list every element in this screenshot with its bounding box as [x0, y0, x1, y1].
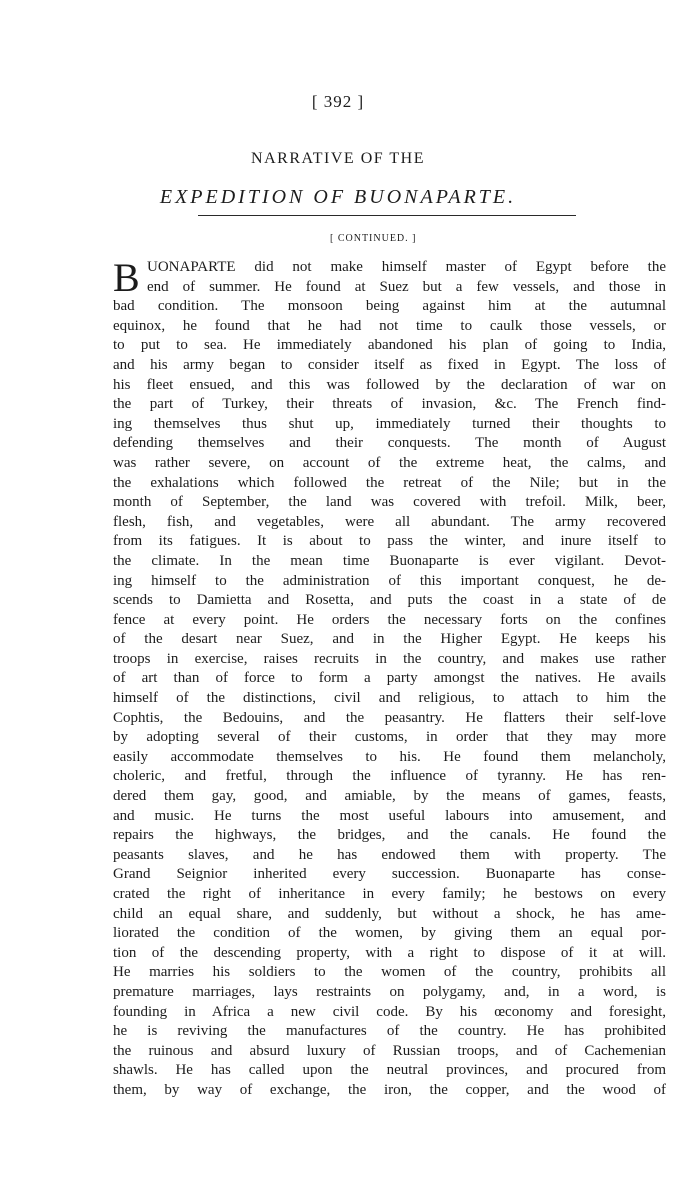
- text-line: liorated the condition of the women, by giving them an equal por-: [113, 925, 666, 942]
- text-line: end of summer. He found at Suez but a few vessels, and those in: [147, 278, 666, 295]
- text-line: by adopting several of their customs, in order that they may more: [113, 729, 666, 746]
- text-line: easily accommodate themselves to his. He found them melancholy,: [113, 748, 666, 765]
- text-line: UONAPARTE did not make himself master of Egypt before the: [147, 259, 666, 275]
- text-line: the climate. In the mean time Buonaparte is ever vigilant. Devot-: [113, 552, 666, 569]
- title-rule: [198, 215, 576, 216]
- article-title: NARRATIVE OF THE: [251, 150, 425, 167]
- text-line: crated the right of inheritance in every family; he bestows on every: [113, 886, 666, 902]
- text-line: the part of Turkey, their threats of invasion, &c. The French find-: [113, 396, 666, 413]
- article-subtitle: EXPEDITION OF BUONAPARTE.: [159, 186, 517, 208]
- text-line: defending themselves and their conquests. The month of August: [113, 435, 666, 452]
- drop-cap: B: [113, 255, 140, 300]
- text-line: equinox, he found that he had not time to caulk those vessels, or: [113, 317, 666, 334]
- text-line: his fleet ensued, and this was followed by the declaration of war on: [113, 376, 666, 393]
- text-line: ing himself to the administration of this important conquest, he de-: [113, 572, 666, 589]
- text-line: from its fatigues. It is about to pass the winter, and inure itself to: [113, 533, 666, 550]
- text-line: founding in Africa a new civil code. By his œconomy and foresight,: [113, 1003, 666, 1020]
- text-line: himself of the distinctions, civil and religious, to attach to him the: [113, 690, 666, 707]
- text-line: bad condition. The monsoon being against him at the autumnal: [113, 298, 666, 315]
- text-line: troops in exercise, raises recruits in the country, and makes use rather: [113, 650, 666, 667]
- text-line: Cophtis, the Bedouins, and the peasantry. He flatters their self-love: [113, 709, 666, 726]
- text-line: scends to Damietta and Rosetta, and puts the coast in a state of de: [113, 592, 666, 609]
- text-line: choleric, and fretful, through the influence of tyranny. He has ren-: [113, 768, 666, 785]
- text-line: flesh, fish, and vegetables, were all abundant. The army recovered: [113, 513, 666, 530]
- text-line: them, by way of exchange, the iron, the copper, and the wood of: [113, 1081, 666, 1098]
- text-line: tion of the descending property, with a right to dispose of it at will.: [113, 944, 666, 961]
- text-line: repairs the highways, the bridges, and the canals. He found the: [113, 827, 666, 844]
- text-line: and music. He turns the most useful labours into amusement, and: [113, 807, 666, 824]
- body-text: [113, 255, 666, 1101]
- text-line: of the desart near Suez, and in the Higher Egypt. He keeps his: [113, 631, 666, 648]
- text-line: month of September, the land was covered with trefoil. Milk, beer,: [113, 494, 666, 511]
- text-line: he is reviving the manufactures of the country. He has prohibited: [113, 1023, 666, 1040]
- text-line: dered them gay, good, and amiable, by the means of games, feasts,: [113, 788, 666, 805]
- text-line: and his army began to consider itself as fixed in Egypt. The loss of: [113, 356, 666, 373]
- text-line: ing themselves thus shut up, immediately turned their thoughts to: [113, 415, 666, 432]
- text-line: to put to sea. He immediately abandoned his plan of going to India,: [113, 337, 666, 354]
- text-line: the ruinous and absurd luxury of Russian troops, and of Cachemenian: [113, 1042, 666, 1059]
- text-line: was rather severe, on account of the extreme heat, the calms, and: [113, 454, 666, 471]
- text-line: Grand Seignior inherited every succession. Buonaparte has conse-: [113, 866, 666, 883]
- text-line: peasants slaves, and he has endowed them with property. The: [113, 846, 666, 863]
- text-line: child an equal share, and suddenly, but without a shock, he has ame-: [113, 905, 666, 922]
- text-line: premature marriages, lays restraints on polygamy, and, in a word, is: [113, 983, 666, 1000]
- page-number: [ 392 ]: [311, 92, 365, 111]
- text-line: the exhalations which followed the retreat of the Nile; but in the: [113, 474, 666, 491]
- text-line: He marries his soldiers to the women of the country, prohibits all: [113, 964, 666, 981]
- text-line: fence at every point. He orders the necessary forts on the confines: [113, 611, 666, 628]
- text-line: of art than of force to form a party amongst the natives. He avails: [113, 670, 666, 687]
- text-line: shawls. He has called upon the neutral provinces, and procured from: [113, 1062, 666, 1079]
- continued-label: [ CONTINUED. ]: [330, 233, 417, 244]
